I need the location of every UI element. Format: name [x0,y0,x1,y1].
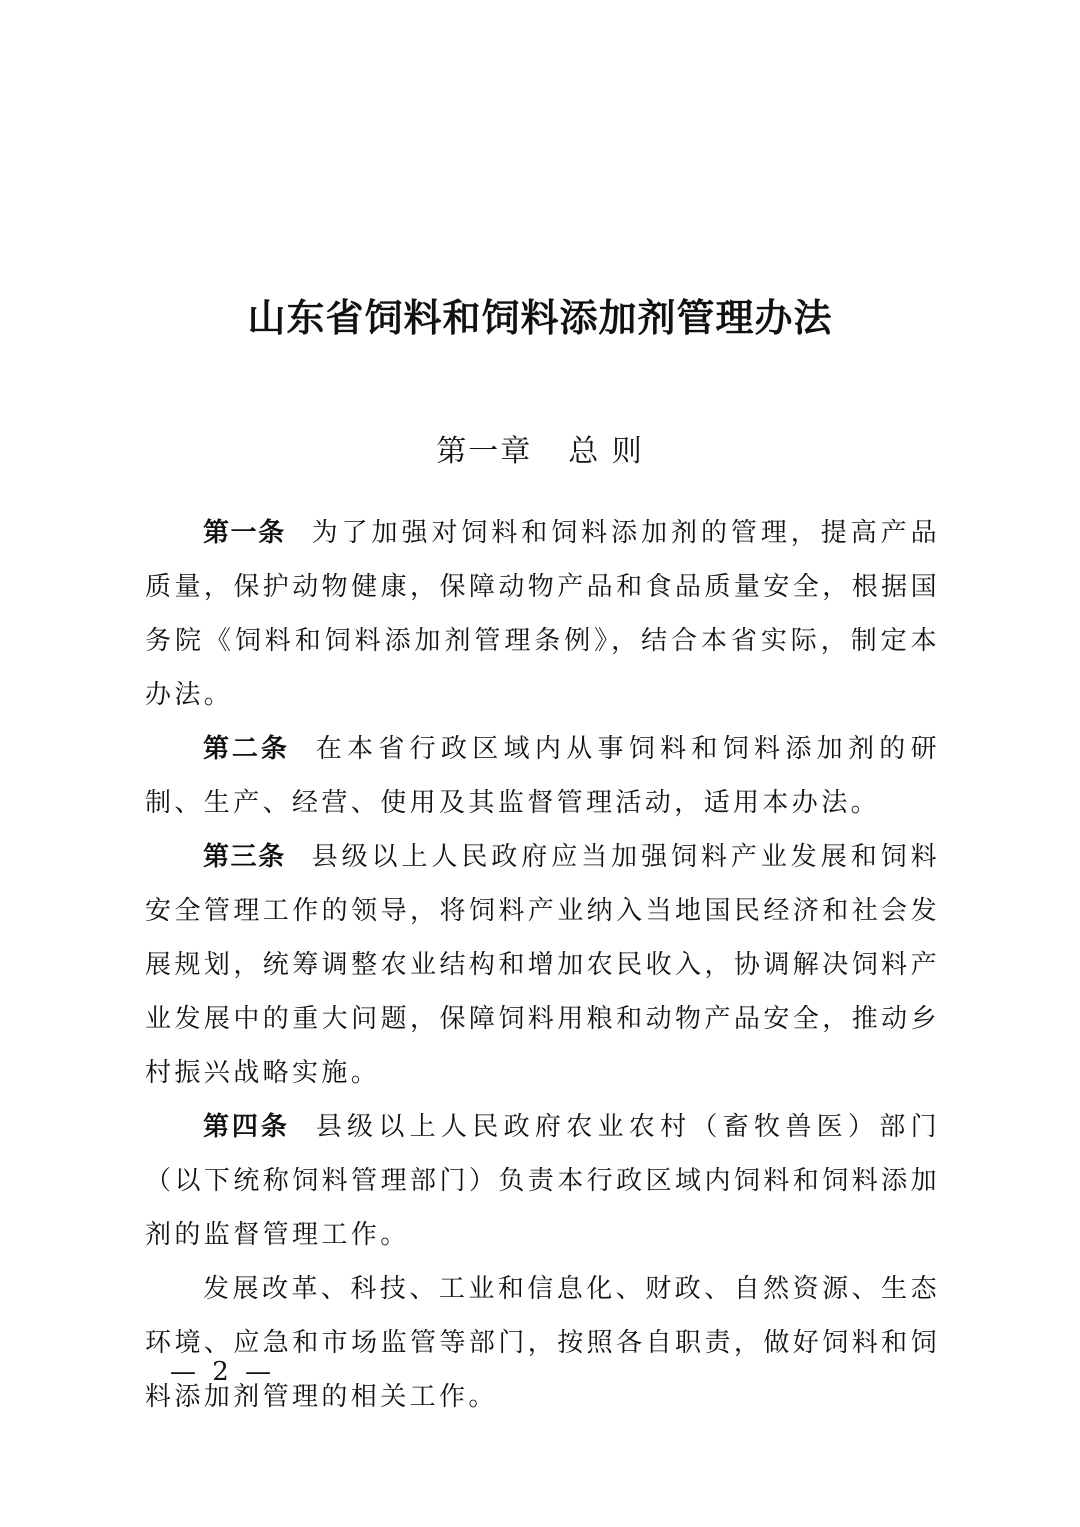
article-number: 第三条 [203,842,286,872]
article-text: 在本省行政区域内从事饲料和饲料添加剂的研制、生产、经营、使用及其监督管理活动，适用本办法。 [145,734,940,818]
body-paragraph: 发展改革、科技、工业和信息化、财政、自然资源、生态环境、应急和市场监管等部门，按照各自职责，做好饲料和饲料添加剂管理的相关工作。 [145,1274,940,1412]
chapter-name: 总 则 [568,434,644,469]
article-text: 为了加强对饲料和饲料添加剂的管理，提高产品质量，保护动物健康，保障动物产品和食品质量安全，根据国务院《饲料和饲料添加剂管理条例》，结合本省实际，制定本办法。 [145,518,940,710]
article-paragraph [145,722,940,830]
article-number: 第四条 [203,1112,290,1142]
page-number: — 2 — [170,1357,276,1387]
article-paragraph [145,1100,940,1262]
article-text: 县级以上人民政府农业农村（畜牧兽医）部门（以下统称饲料管理部门）负责本行政区域内饲料和饲料添加剂的监督管理工作。 [145,1112,940,1250]
document-body [145,506,940,1424]
article-paragraph [145,506,940,722]
article-number: 第一条 [203,518,286,548]
article-paragraph [145,830,940,1100]
chapter-heading [0,430,1080,474]
document-title: 山东省饲料和饲料添加剂管理办法 [247,296,833,340]
chapter-number: 第一章 [436,434,533,469]
article-number: 第二条 [203,734,290,764]
article-text: 县级以上人民政府应当加强饲料产业发展和饲料安全管理工作的领导，将饲料产业纳入当地国民经济和社会发展规划，统筹调整农业结构和增加农民收入，协调解决饲料产业发展中的重大问题，保障饲料用粮和动物产品安全，推动乡村振兴战略实施。 [145,842,940,1088]
